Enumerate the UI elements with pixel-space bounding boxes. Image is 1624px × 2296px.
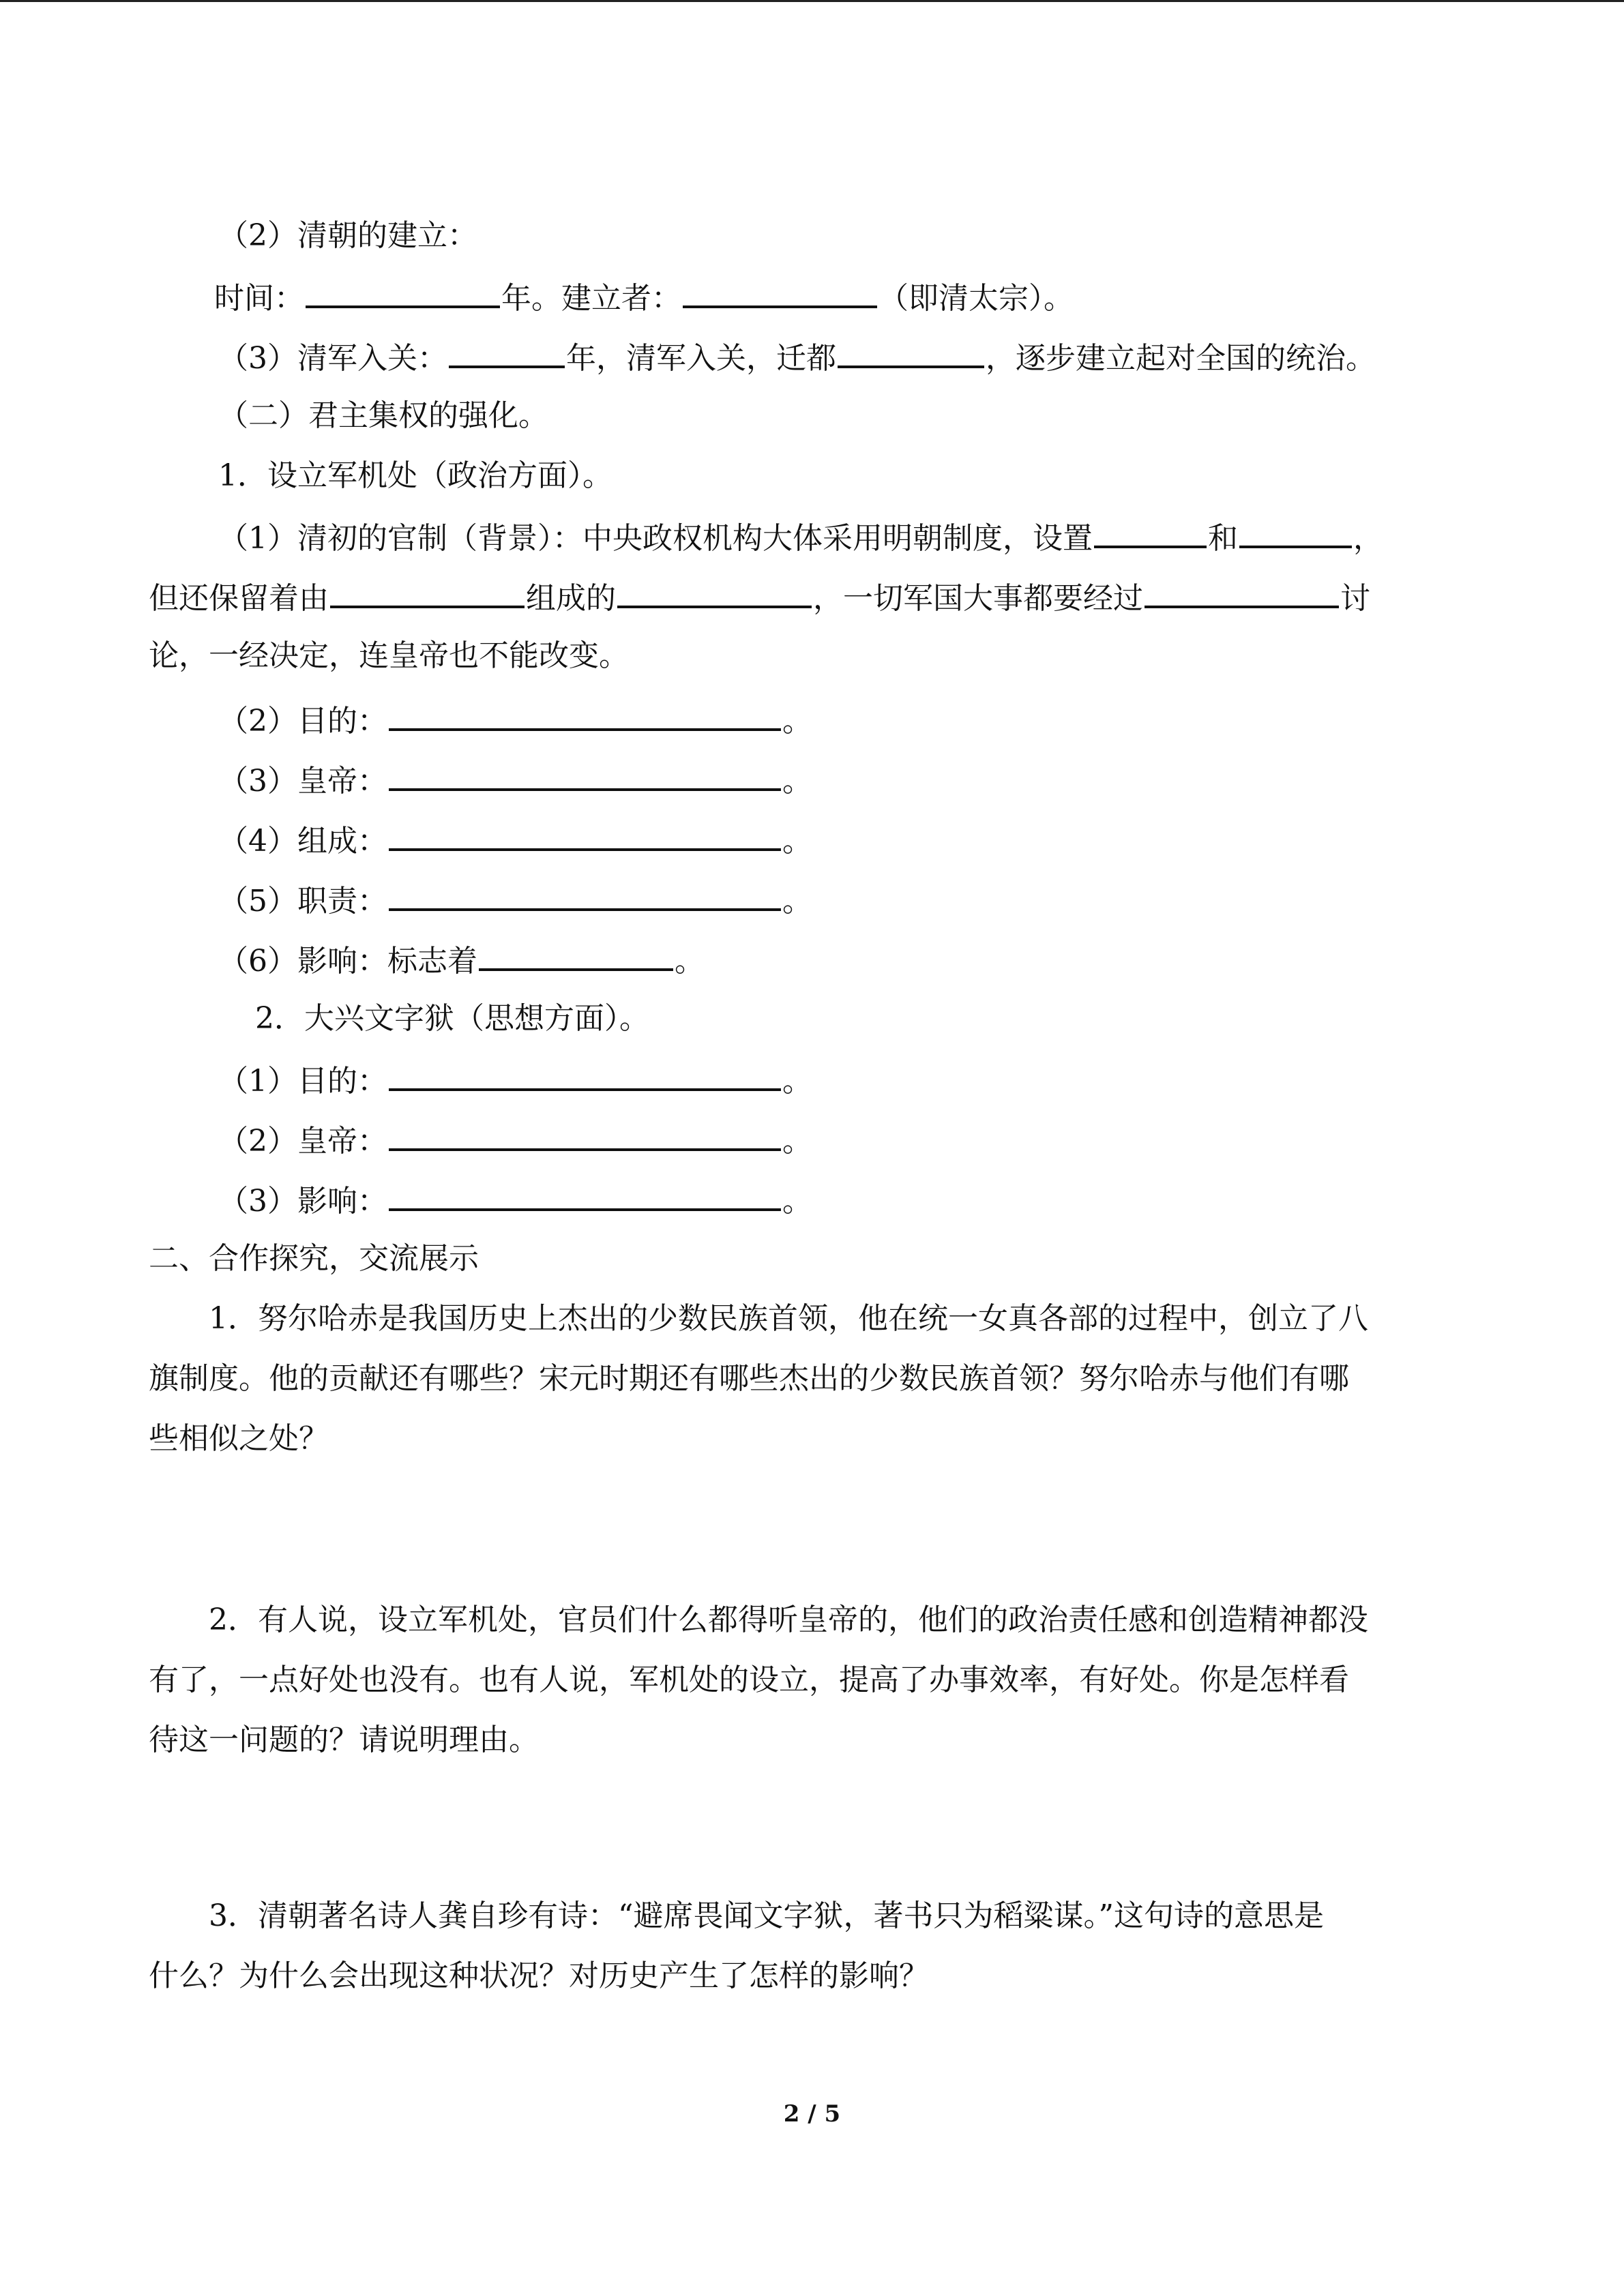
text-segment: （2）皇帝： [218,1124,387,1159]
text-line [149,1660,1349,1701]
text-line [209,1298,1368,1339]
text-line [218,1178,812,1222]
text-line [218,938,705,982]
text-segment: 待这一问题的？请说明理由。 [149,1723,539,1757]
text-line [218,516,1383,559]
text-line [218,818,812,862]
text-segment: 3．清朝著名诗人龚自珍有诗：“避席畏闻文字狱，著书只为稻粱谋。”这句诗的意思是 [209,1898,1324,1933]
text-segment: 讨 [1340,581,1370,616]
text-line [149,1358,1349,1399]
text-segment: ，逐步建立起对全国的统治。 [986,341,1376,376]
text-line [218,336,1376,379]
fill-in-blank[interactable] [306,275,500,308]
text-segment: 2．大兴文字狱（思想方面）。 [255,1001,649,1036]
text-segment: 。 [782,1184,812,1219]
fill-in-blank[interactable] [617,576,812,608]
text-line [214,275,1074,319]
text-segment: （3）清军入关： [218,341,447,376]
text-segment: 。 [782,824,812,859]
text-segment: （6）影响：标志着 [218,944,477,979]
text-segment: 1．设立军机处（政治方面）。 [218,458,612,493]
fill-in-blank[interactable] [1145,576,1339,608]
text-line [149,1956,929,1997]
fill-in-blank[interactable] [389,818,781,851]
text-segment: （即清太宗）。 [879,281,1074,316]
text-segment: 年。建立者： [501,281,681,316]
text-segment: 有了，一点好处也没有。也有人说，军机处的设立，提高了办事效率，有好处。你是怎样看 [149,1663,1349,1697]
text-segment: 。 [782,1124,812,1159]
text-line [149,1238,479,1279]
text-segment: ，一切军国大事都要经过 [813,581,1143,616]
text-segment: 1．努尔哈赤是我国历史上杰出的少数民族首领，他在统一女真各部的过程中，创立了八 [209,1301,1368,1336]
text-segment: 2．有人说，设立军机处，官员们什么都得听皇帝的，他们的政治责任感和创造精神都没 [209,1602,1368,1637]
text-line [255,998,649,1039]
text-line [209,1896,1324,1937]
fill-in-blank[interactable] [449,336,565,368]
text-segment: 和 [1208,521,1238,556]
fill-in-blank[interactable] [479,938,673,971]
text-segment: 。 [782,884,812,919]
text-segment: （二）君主集权的强化。 [218,398,548,433]
text-segment: 。 [782,764,812,799]
fill-in-blank[interactable] [389,1058,781,1091]
text-line [209,1600,1368,1641]
fill-in-blank[interactable] [389,1178,781,1211]
text-line [218,215,477,256]
fill-in-blank[interactable] [683,275,877,308]
page-top-border [0,0,1624,2]
text-segment: （5）职责： [218,884,387,919]
text-line [149,1720,539,1761]
text-segment: 。 [782,704,812,739]
text-segment: （2）清朝的建立： [218,218,477,253]
text-segment: 。 [782,1064,812,1099]
text-segment: 。 [675,944,705,979]
text-segment: 但还保留着由 [149,581,329,616]
text-line [218,878,812,922]
fill-in-blank[interactable] [838,336,984,368]
text-segment: 什么？为什么会出现这种状况？对历史产生了怎样的影响？ [149,1958,929,1993]
fill-in-blank[interactable] [330,576,525,608]
text-segment: （3）皇帝： [218,764,387,799]
text-line [218,1058,812,1102]
text-segment: 二、合作探究，交流展示 [149,1241,479,1276]
fill-in-blank[interactable] [389,878,781,911]
page-number: 2 / 5 [783,2100,841,2128]
text-segment: 时间： [214,281,304,316]
text-line [218,1118,812,1162]
text-segment: （1）清初的官制（背景）：中央政权机构大体采用明朝制度，设置 [218,521,1093,556]
text-line [149,1418,329,1459]
text-segment: （2）目的： [218,704,387,739]
text-line [218,456,612,496]
text-line [218,758,812,802]
text-segment: （1）目的： [218,1064,387,1099]
text-segment: 年，清军入关，迁都 [566,341,836,376]
text-line [218,396,548,436]
fill-in-blank[interactable] [389,1118,781,1151]
fill-in-blank[interactable] [389,758,781,791]
fill-in-blank[interactable] [1094,516,1207,548]
text-segment: 旗制度。他的贡献还有哪些？宋元时期还有哪些杰出的少数民族首领？努尔哈赤与他们有哪 [149,1361,1349,1396]
text-line [218,698,812,742]
text-segment: 些相似之处？ [149,1421,329,1456]
text-segment: 组成的 [526,581,616,616]
fill-in-blank[interactable] [1239,516,1352,548]
text-segment: （3）影响： [218,1184,387,1219]
fill-in-blank[interactable] [389,698,781,731]
text-segment: 论，一经决定，连皇帝也不能改变。 [149,638,629,673]
text-segment: ， [1353,521,1383,556]
text-segment: （4）组成： [218,824,387,859]
text-line [149,576,1370,619]
text-line [149,636,629,676]
